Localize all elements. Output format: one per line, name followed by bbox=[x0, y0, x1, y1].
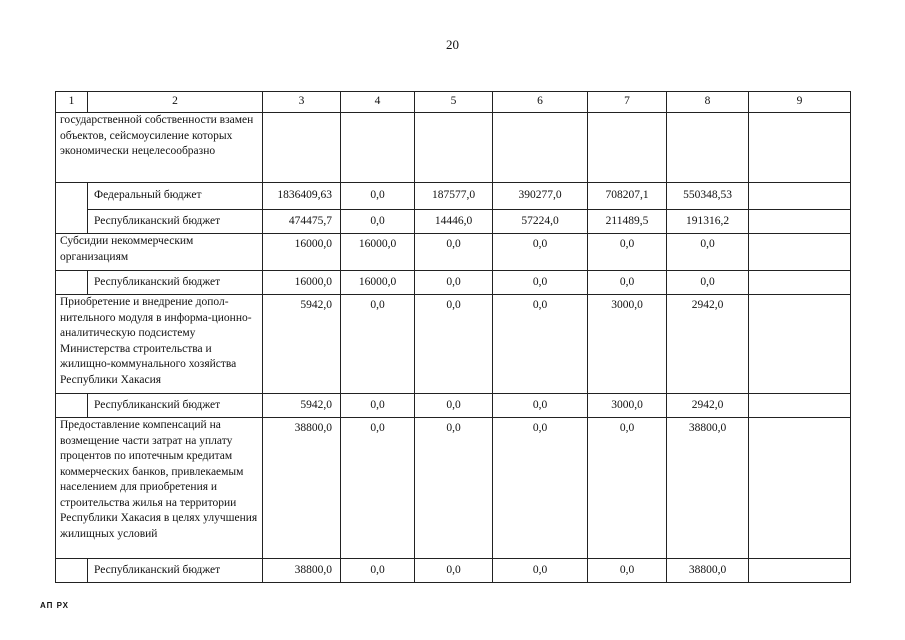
table-row-main bbox=[56, 113, 851, 183]
table-row-sub bbox=[56, 183, 851, 210]
table-header-row bbox=[56, 92, 851, 113]
value-cell: 0,0 bbox=[667, 271, 749, 295]
value-cell: 0,0 bbox=[415, 271, 493, 295]
value-cell bbox=[263, 113, 341, 183]
value-cell: 0,0 bbox=[415, 295, 493, 394]
value-cell: 16000,0 bbox=[341, 271, 415, 295]
row-name-cell: Федеральный бюджет bbox=[88, 183, 263, 210]
value-cell: 0,0 bbox=[341, 559, 415, 583]
footer-mark: АП РХ bbox=[40, 601, 70, 610]
value-cell: 57224,0 bbox=[493, 210, 588, 234]
header-cell: 4 bbox=[341, 92, 415, 113]
value-cell: 0,0 bbox=[493, 418, 588, 559]
value-cell: 38800,0 bbox=[667, 418, 749, 559]
value-cell: 5942,0 bbox=[263, 295, 341, 394]
row-name-cell: Приобретение и внедрение допол-нительного модуля в информа-ционно-аналитическую подсистему Министерства строительства и жилищно-коммунального хозяйства Республики Хакасия bbox=[56, 295, 263, 394]
value-cell bbox=[749, 183, 851, 210]
value-cell: 191316,2 bbox=[667, 210, 749, 234]
value-cell: 0,0 bbox=[588, 559, 667, 583]
header-cell: 8 bbox=[667, 92, 749, 113]
value-cell: 0,0 bbox=[588, 418, 667, 559]
row-name-cell: Республиканский бюджет bbox=[88, 271, 263, 295]
row-name-cell: Республиканский бюджет bbox=[88, 559, 263, 583]
table-row-sub bbox=[56, 559, 851, 583]
indent-cell bbox=[56, 559, 88, 583]
value-cell: 474475,7 bbox=[263, 210, 341, 234]
row-name-cell: Республиканский бюджет bbox=[88, 210, 263, 234]
row-name-cell: Предоставление компенсаций на возмещение части затрат на уплату процентов по ипотечным кредитам коммерческих банков, привлекаемым населением для приобретения и строительства жилья на территории Республики Хакасия в целях улучшения жилищных условий bbox=[56, 418, 263, 559]
value-cell: 187577,0 bbox=[415, 183, 493, 210]
value-cell: 0,0 bbox=[493, 234, 588, 271]
value-cell bbox=[749, 271, 851, 295]
value-cell: 0,0 bbox=[341, 394, 415, 418]
value-cell: 16000,0 bbox=[263, 234, 341, 271]
row-name-cell: государственной собственности взамен объектов, сейсмоусиление которых экономически нецелесообразно bbox=[56, 113, 263, 183]
header-cell: 1 bbox=[56, 92, 88, 113]
value-cell: 0,0 bbox=[341, 183, 415, 210]
table-row-sub bbox=[56, 394, 851, 418]
value-cell: 708207,1 bbox=[588, 183, 667, 210]
header-cell: 6 bbox=[493, 92, 588, 113]
value-cell: 0,0 bbox=[341, 295, 415, 394]
value-cell: 0,0 bbox=[415, 418, 493, 559]
value-cell: 0,0 bbox=[415, 234, 493, 271]
row-name-cell: Субсидии некоммерческим организациям bbox=[56, 234, 263, 271]
value-cell: 3000,0 bbox=[588, 394, 667, 418]
value-cell: 0,0 bbox=[667, 234, 749, 271]
indent-cell bbox=[56, 210, 88, 234]
value-cell: 0,0 bbox=[415, 394, 493, 418]
value-cell: 550348,53 bbox=[667, 183, 749, 210]
table-row-sub bbox=[56, 271, 851, 295]
value-cell bbox=[749, 559, 851, 583]
table-row-sub bbox=[56, 210, 851, 234]
table-row-main bbox=[56, 418, 851, 559]
value-cell: 0,0 bbox=[415, 559, 493, 583]
value-cell: 16000,0 bbox=[263, 271, 341, 295]
value-cell: 2942,0 bbox=[667, 295, 749, 394]
value-cell: 0,0 bbox=[588, 234, 667, 271]
value-cell: 14446,0 bbox=[415, 210, 493, 234]
value-cell bbox=[749, 295, 851, 394]
row-name-cell: Республиканский бюджет bbox=[88, 394, 263, 418]
value-cell: 5942,0 bbox=[263, 394, 341, 418]
value-cell: 38800,0 bbox=[667, 559, 749, 583]
header-cell: 9 bbox=[749, 92, 851, 113]
value-cell: 2942,0 bbox=[667, 394, 749, 418]
table-row-main bbox=[56, 234, 851, 271]
header-cell: 7 bbox=[588, 92, 667, 113]
value-cell bbox=[341, 113, 415, 183]
value-cell: 211489,5 bbox=[588, 210, 667, 234]
header-cell: 5 bbox=[415, 92, 493, 113]
value-cell bbox=[749, 234, 851, 271]
value-cell: 38800,0 bbox=[263, 559, 341, 583]
value-cell: 0,0 bbox=[588, 271, 667, 295]
value-cell bbox=[749, 113, 851, 183]
value-cell: 0,0 bbox=[493, 559, 588, 583]
page-number: 20 bbox=[446, 37, 459, 52]
value-cell bbox=[493, 113, 588, 183]
table-row-main bbox=[56, 295, 851, 394]
table-body bbox=[56, 92, 851, 583]
value-cell: 0,0 bbox=[493, 394, 588, 418]
value-cell bbox=[667, 113, 749, 183]
value-cell bbox=[415, 113, 493, 183]
value-cell bbox=[749, 210, 851, 234]
value-cell: 390277,0 bbox=[493, 183, 588, 210]
indent-cell bbox=[56, 183, 88, 210]
value-cell: 0,0 bbox=[341, 210, 415, 234]
value-cell: 1836409,63 bbox=[263, 183, 341, 210]
indent-cell bbox=[56, 394, 88, 418]
value-cell: 0,0 bbox=[493, 295, 588, 394]
value-cell bbox=[749, 394, 851, 418]
value-cell bbox=[749, 418, 851, 559]
value-cell: 0,0 bbox=[493, 271, 588, 295]
value-cell: 3000,0 bbox=[588, 295, 667, 394]
value-cell bbox=[588, 113, 667, 183]
budget-table bbox=[55, 91, 851, 583]
header-cell: 2 bbox=[88, 92, 263, 113]
value-cell: 38800,0 bbox=[263, 418, 341, 559]
indent-cell bbox=[56, 271, 88, 295]
value-cell: 16000,0 bbox=[341, 234, 415, 271]
value-cell: 0,0 bbox=[341, 418, 415, 559]
header-cell: 3 bbox=[263, 92, 341, 113]
